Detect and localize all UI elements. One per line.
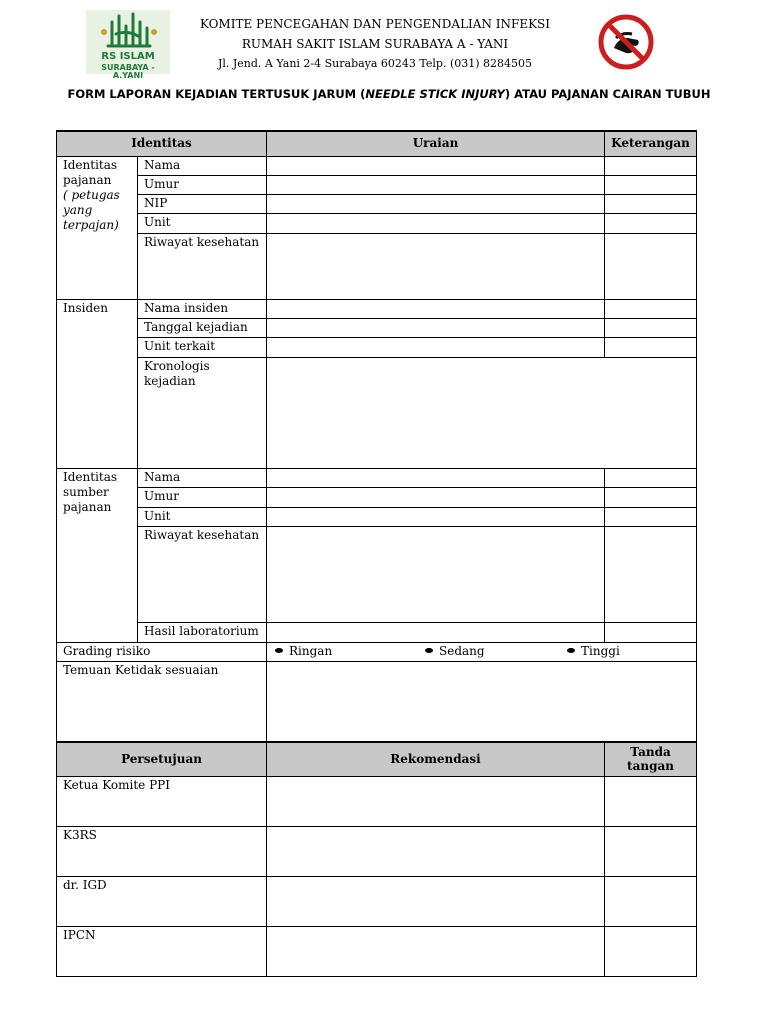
field-label: Tanggal kejadian <box>138 318 267 337</box>
uraian-input-cell[interactable] <box>267 233 605 299</box>
grading-options <box>267 642 697 661</box>
keterangan-input-cell[interactable] <box>605 337 697 357</box>
column-header-rekomendasi: Rekomendasi <box>267 742 605 776</box>
uraian-input-cell[interactable] <box>267 299 605 318</box>
grading-row <box>57 642 697 661</box>
temuan-row <box>57 661 697 742</box>
keterangan-input-cell[interactable] <box>605 622 697 642</box>
approver-label: dr. IGD <box>57 876 267 926</box>
grading-option-ringan[interactable]: Ringan <box>275 644 425 659</box>
keterangan-input-cell[interactable] <box>605 213 697 233</box>
column-header-persetujuan: Persetujuan <box>57 742 267 776</box>
uraian-input-cell[interactable] <box>267 507 605 526</box>
table-row <box>57 337 697 357</box>
bullet-icon <box>275 648 283 653</box>
form-title <box>44 87 734 101</box>
table-row <box>57 175 697 194</box>
uraian-input-cell[interactable] <box>267 175 605 194</box>
committee-name: KOMITE PENCEGAHAN DAN PENGENDALIAN INFEKSI <box>199 17 551 31</box>
logo-text: RS ISLAM <box>101 51 155 62</box>
hand-hygiene-icon <box>598 14 654 70</box>
section-label-identitas-pajanan: Identitas pajanan ( petugas yang terpajan) <box>57 156 138 299</box>
temuan-input-cell[interactable] <box>267 661 697 742</box>
keterangan-input-cell[interactable] <box>605 487 697 507</box>
field-label: Hasil laboratorium <box>138 622 267 642</box>
kronologis-input-cell[interactable] <box>267 357 697 468</box>
field-label: Unit terkait <box>138 337 267 357</box>
field-label: Kronologis kejadian <box>138 357 267 468</box>
field-label: Riwayat kesehatan <box>138 233 267 299</box>
field-label: Umur <box>138 175 267 194</box>
column-header-identitas: Identitas <box>57 131 267 156</box>
hospital-name: RUMAH SAKIT ISLAM SURABAYA A - YANI <box>241 37 509 51</box>
keterangan-input-cell[interactable] <box>605 299 697 318</box>
signature-cell[interactable] <box>605 826 697 876</box>
rekomendasi-input-cell[interactable] <box>267 926 605 976</box>
title-text: FORM LAPORAN KEJADIAN TERTUSUK JARUM ( <box>67 87 366 101</box>
report-form-table <box>56 130 697 977</box>
mosque-calligraphy-icon <box>86 10 170 52</box>
table-row <box>57 487 697 507</box>
logo-subtext: SURABAYA - A.YANI <box>101 63 155 80</box>
keterangan-input-cell[interactable] <box>605 175 697 194</box>
approver-label: Ketua Komite PPI <box>57 776 267 826</box>
keterangan-input-cell[interactable] <box>605 526 697 622</box>
uraian-input-cell[interactable] <box>267 318 605 337</box>
approval-row <box>57 776 697 826</box>
field-label: Riwayat kesehatan <box>138 526 267 622</box>
temuan-label: Temuan Ketidak sesuaian <box>57 661 267 742</box>
rekomendasi-input-cell[interactable] <box>267 876 605 926</box>
letterhead <box>0 0 768 90</box>
grading-option-tinggi[interactable]: Tinggi <box>567 644 620 659</box>
table-row <box>57 299 697 318</box>
approval-row <box>57 876 697 926</box>
table-row <box>57 213 697 233</box>
table-row <box>57 357 697 468</box>
field-label: Umur <box>138 487 267 507</box>
field-label: Nama insiden <box>138 299 267 318</box>
rekomendasi-input-cell[interactable] <box>267 826 605 876</box>
hospital-logo <box>86 10 170 80</box>
section-label-sumber-pajanan: Identitas sumber pajanan <box>57 468 138 642</box>
keterangan-input-cell[interactable] <box>605 156 697 175</box>
approver-label: K3RS <box>57 826 267 876</box>
section-label-insiden: Insiden <box>57 299 138 468</box>
field-label: Nama <box>138 156 267 175</box>
uraian-input-cell[interactable] <box>267 468 605 487</box>
approval-header-row <box>57 742 697 776</box>
keterangan-input-cell[interactable] <box>605 318 697 337</box>
table-row <box>57 156 697 175</box>
approval-row <box>57 826 697 876</box>
bullet-icon <box>567 648 575 653</box>
table-row <box>57 622 697 642</box>
uraian-input-cell[interactable] <box>267 487 605 507</box>
hospital-address: Jl. Jend. A Yani 2-4 Surabaya 60243 Telp. (031) 8284505 <box>217 57 533 70</box>
uraian-input-cell[interactable] <box>267 156 605 175</box>
uraian-input-cell[interactable] <box>267 337 605 357</box>
column-header-tanda-tangan: Tanda tangan <box>605 742 697 776</box>
keterangan-input-cell[interactable] <box>605 468 697 487</box>
table-row <box>57 194 697 213</box>
signature-cell[interactable] <box>605 926 697 976</box>
column-header-uraian: Uraian <box>267 131 605 156</box>
field-label: Unit <box>138 213 267 233</box>
grading-option-sedang[interactable]: Sedang <box>425 644 567 659</box>
table-row <box>57 233 697 299</box>
table-row <box>57 507 697 526</box>
table-header-row <box>57 131 697 156</box>
uraian-input-cell[interactable] <box>267 213 605 233</box>
keterangan-input-cell[interactable] <box>605 507 697 526</box>
signature-cell[interactable] <box>605 876 697 926</box>
keterangan-input-cell[interactable] <box>605 194 697 213</box>
title-italic-text: NEEDLE STICK INJURY <box>365 87 505 101</box>
keterangan-input-cell[interactable] <box>605 233 697 299</box>
field-label: Unit <box>138 507 267 526</box>
field-label: NIP <box>138 194 267 213</box>
grading-label: Grading risiko <box>57 642 267 661</box>
uraian-input-cell[interactable] <box>267 194 605 213</box>
approval-row <box>57 926 697 976</box>
column-header-keterangan: Keterangan <box>605 131 697 156</box>
approver-label: IPCN <box>57 926 267 976</box>
uraian-input-cell[interactable] <box>267 526 605 622</box>
field-label: Nama <box>138 468 267 487</box>
table-row <box>57 468 697 487</box>
table-row <box>57 526 697 622</box>
bullet-icon <box>425 648 433 653</box>
uraian-input-cell[interactable] <box>267 622 605 642</box>
title-text-end: ) ATAU PAJANAN CAIRAN TUBUH <box>504 87 711 101</box>
signature-cell[interactable] <box>605 776 697 826</box>
rekomendasi-input-cell[interactable] <box>267 776 605 826</box>
table-row <box>57 318 697 337</box>
